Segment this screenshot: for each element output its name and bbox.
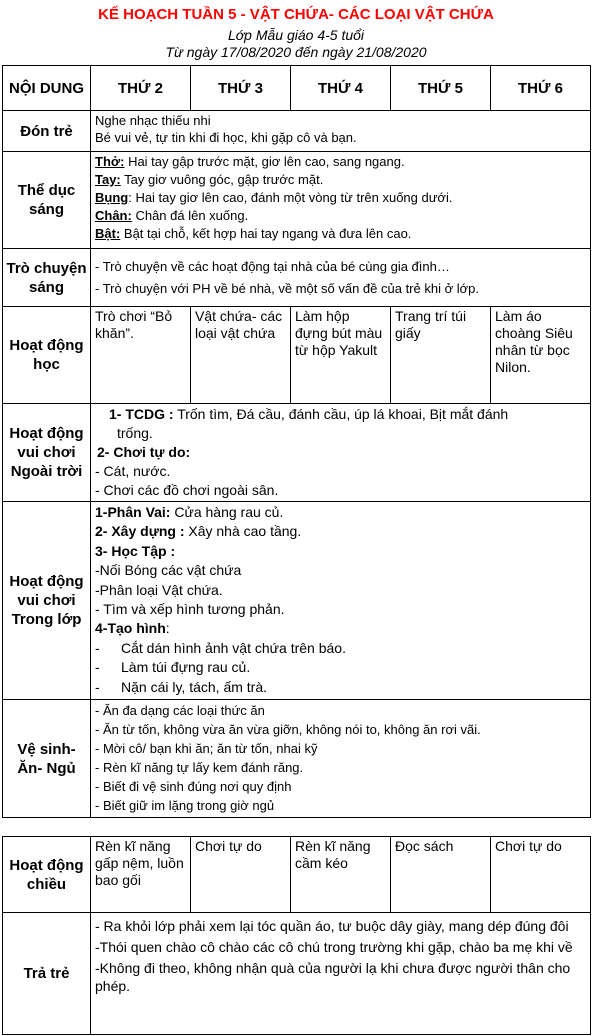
text-line: - Mời cô/ bạn khi ăn; ăn từ tốn, nhai kỹ bbox=[95, 741, 318, 756]
exercise-key: Chân: bbox=[95, 208, 132, 223]
day-header: THỨ 3 bbox=[191, 66, 291, 111]
text-line: - Ăn đa dạng các loại thức ăn bbox=[95, 703, 265, 718]
exercise-key: Bụng bbox=[95, 190, 129, 205]
section-key: 2- Xây dựng : bbox=[95, 523, 185, 540]
header-row bbox=[3, 66, 591, 111]
text-line: - Trò chuyện về các hoạt động tại nhà của bé cùng gia đình… bbox=[95, 258, 450, 274]
text-line: trống. bbox=[117, 425, 153, 441]
afternoon-table bbox=[2, 836, 591, 1035]
date-range: Từ ngày 17/08/2020 đến ngày 21/08/2020 bbox=[165, 44, 427, 60]
exercise-text: Tay giơ vuông góc, gập trước mặt. bbox=[120, 172, 324, 187]
page-title: KẾ HOẠCH TUẦN 5 - VẬT CHỨA- CÁC LOẠI VẬT CHỨA bbox=[98, 6, 494, 23]
text-line: - Tìm và xếp hình tương phản. bbox=[95, 601, 285, 618]
row-label: Vệ sinh- Ăn- Ngủ bbox=[3, 700, 91, 818]
exercise-text: : Hai tay giơ lên cao, đánh một vòng từ trên xuống dưới. bbox=[128, 190, 453, 205]
section-key: 3- Học Tập : bbox=[95, 542, 176, 559]
exercise-line bbox=[95, 225, 586, 243]
ngoai-troi-content bbox=[91, 404, 591, 502]
dash: - bbox=[95, 678, 100, 695]
section-key: 1- TCDG : bbox=[109, 406, 174, 422]
text-line: - Biết đi vệ sinh đúng nơi quy định bbox=[95, 779, 292, 794]
row-chieu bbox=[3, 837, 591, 913]
row-don-tre bbox=[3, 111, 591, 152]
lesson-cell: Trang trí túi giấy bbox=[391, 307, 491, 404]
class-subtitle: Lớp Mẫu giáo 4-5 tuổi bbox=[227, 27, 365, 43]
row-ve-sinh bbox=[3, 700, 591, 818]
exercise-text: Hai tay gập trước mặt, giơ lên cao, sang ngang. bbox=[124, 154, 405, 169]
list-item bbox=[95, 678, 586, 697]
weekly-plan-table bbox=[2, 65, 591, 818]
text-line: - Chơi các đồ chơi ngoài sân. bbox=[95, 482, 279, 498]
afternoon-cell: Chơi tự do bbox=[191, 837, 291, 913]
row-label: Hoạt động vui chơi Trong lớp bbox=[3, 502, 91, 700]
text-line: -Nối Bóng các vật chứa bbox=[95, 562, 242, 579]
day-header: THỨ 5 bbox=[391, 66, 491, 111]
tcdg-line bbox=[95, 405, 586, 424]
row-ngoai-troi bbox=[3, 404, 591, 502]
text-line: - Cát, nước. bbox=[95, 463, 171, 479]
row-label: Trả trẻ bbox=[3, 913, 91, 1035]
exercise-line bbox=[95, 207, 586, 225]
afternoon-cell: Chơi tự do bbox=[491, 837, 591, 913]
section-text: Trốn tìm, Đá cầu, đánh cầu, úp lá khoai, Bịt mắt đánh bbox=[173, 406, 509, 422]
tra-tre-content bbox=[91, 913, 591, 1035]
list-item bbox=[95, 639, 586, 658]
trong-lop-content bbox=[91, 502, 591, 700]
exercise-text: Chân đá lên xuống. bbox=[131, 208, 249, 223]
section-key: 1-Phân Vai: bbox=[95, 504, 171, 520]
the-duc-content bbox=[91, 152, 591, 249]
exercise-line bbox=[95, 189, 586, 207]
dash: - bbox=[95, 639, 100, 656]
row-label: Hoạt động vui chơi Ngoài trời bbox=[3, 404, 91, 502]
exercise-key: Thở: bbox=[95, 154, 125, 169]
lesson-cell: Làm hộp đựng bút màu từ hộp Yakult bbox=[291, 307, 391, 404]
afternoon-cell: Đọc sách bbox=[391, 837, 491, 913]
text-line: -Không đi theo, không nhận quà của người lạ khi chưa được người thân cho phép. bbox=[95, 960, 571, 994]
section-key: 4-Tạo hình bbox=[95, 620, 166, 637]
row-tra-tre bbox=[3, 913, 591, 1035]
row-label: Hoạt động chiều bbox=[3, 837, 91, 913]
text-line: - Biết giữ im lặng trong giờ ngủ bbox=[95, 798, 275, 813]
day-header: THỨ 6 bbox=[491, 66, 591, 111]
row-trong-lop bbox=[3, 502, 591, 700]
exercise-text: Bật tại chỗ, kết hợp hai tay ngang và đưa lên cao. bbox=[120, 226, 412, 241]
text-line: - Rèn kĩ năng tự lấy kem đánh răng. bbox=[95, 760, 304, 775]
exercise-line bbox=[95, 153, 586, 171]
text-line: Nặn cái ly, tách, ấm trà. bbox=[121, 678, 268, 695]
afternoon-cell: Rèn kĩ năng cầm kéo bbox=[291, 837, 391, 913]
text-line: -Phân loại Vật chứa. bbox=[95, 581, 223, 598]
row-label: Đón trẻ bbox=[3, 111, 91, 152]
day-header: THỨ 2 bbox=[91, 66, 191, 111]
don-tre-content bbox=[91, 111, 591, 152]
list-item bbox=[95, 658, 586, 677]
section-text: : bbox=[165, 620, 170, 637]
section-key: 2- Chơi tự do: bbox=[97, 444, 191, 460]
col-header-content: NỘI DUNG bbox=[3, 66, 91, 111]
tro-chuyen-content bbox=[91, 249, 591, 307]
section-line bbox=[95, 522, 586, 541]
text-line: Làm túi đựng rau củ. bbox=[121, 659, 251, 676]
row-label: Trò chuyện sáng bbox=[3, 249, 91, 307]
text-line: Bé vui vẻ, tự tin khi đi học, khi gặp cô và bạn. bbox=[95, 130, 357, 145]
exercise-key: Bật: bbox=[95, 226, 121, 241]
section-line bbox=[95, 619, 586, 638]
text-line: - Trò chuyện với PH về bé nhà, về một số vấn đề của trẻ khi ở lớp. bbox=[95, 280, 479, 296]
dash: - bbox=[95, 659, 100, 676]
exercise-line bbox=[95, 171, 586, 189]
row-hoat-dong-hoc bbox=[3, 307, 591, 404]
text-line: -Thói quen chào cô chào các cô chú trong trường khi gặp, chào ba mẹ khi về bbox=[95, 939, 573, 955]
lesson-cell: Làm áo choàng Siêu nhân từ bọc Nilon. bbox=[491, 307, 591, 404]
row-label: Hoạt động học bbox=[3, 307, 91, 404]
row-the-duc bbox=[3, 152, 591, 249]
day-header: THỨ 4 bbox=[291, 66, 391, 111]
text-line: Cắt dán hình ảnh vật chứa trên báo. bbox=[121, 639, 346, 656]
row-label: Thể dục sáng bbox=[3, 152, 91, 249]
afternoon-cell: Rèn kĩ năng gấp nệm, luồn bao gối bbox=[91, 837, 191, 913]
row-tro-chuyen bbox=[3, 249, 591, 307]
ve-sinh-content bbox=[91, 700, 591, 818]
section-text: Xây nhà cao tầng. bbox=[184, 523, 302, 540]
section-text: Cửa hàng rau củ. bbox=[170, 504, 284, 520]
exercise-key: Tay: bbox=[95, 172, 121, 187]
text-line: Nghe nhạc thiếu nhi bbox=[95, 113, 211, 128]
section-line bbox=[95, 503, 586, 522]
text-line: - Ăn từ tốn, không vừa ăn vừa giỡn, không nói to, không ăn rơi vãi. bbox=[95, 722, 481, 737]
text-line: - Ra khỏi lớp phải xem lại tóc quần áo, tư buộc dây giày, mang dép đúng đôi bbox=[95, 918, 569, 934]
lesson-cell: Trò chơi “Bỏ khăn”. bbox=[91, 307, 191, 404]
lesson-cell: Vật chứa- các loại vật chứa bbox=[191, 307, 291, 404]
